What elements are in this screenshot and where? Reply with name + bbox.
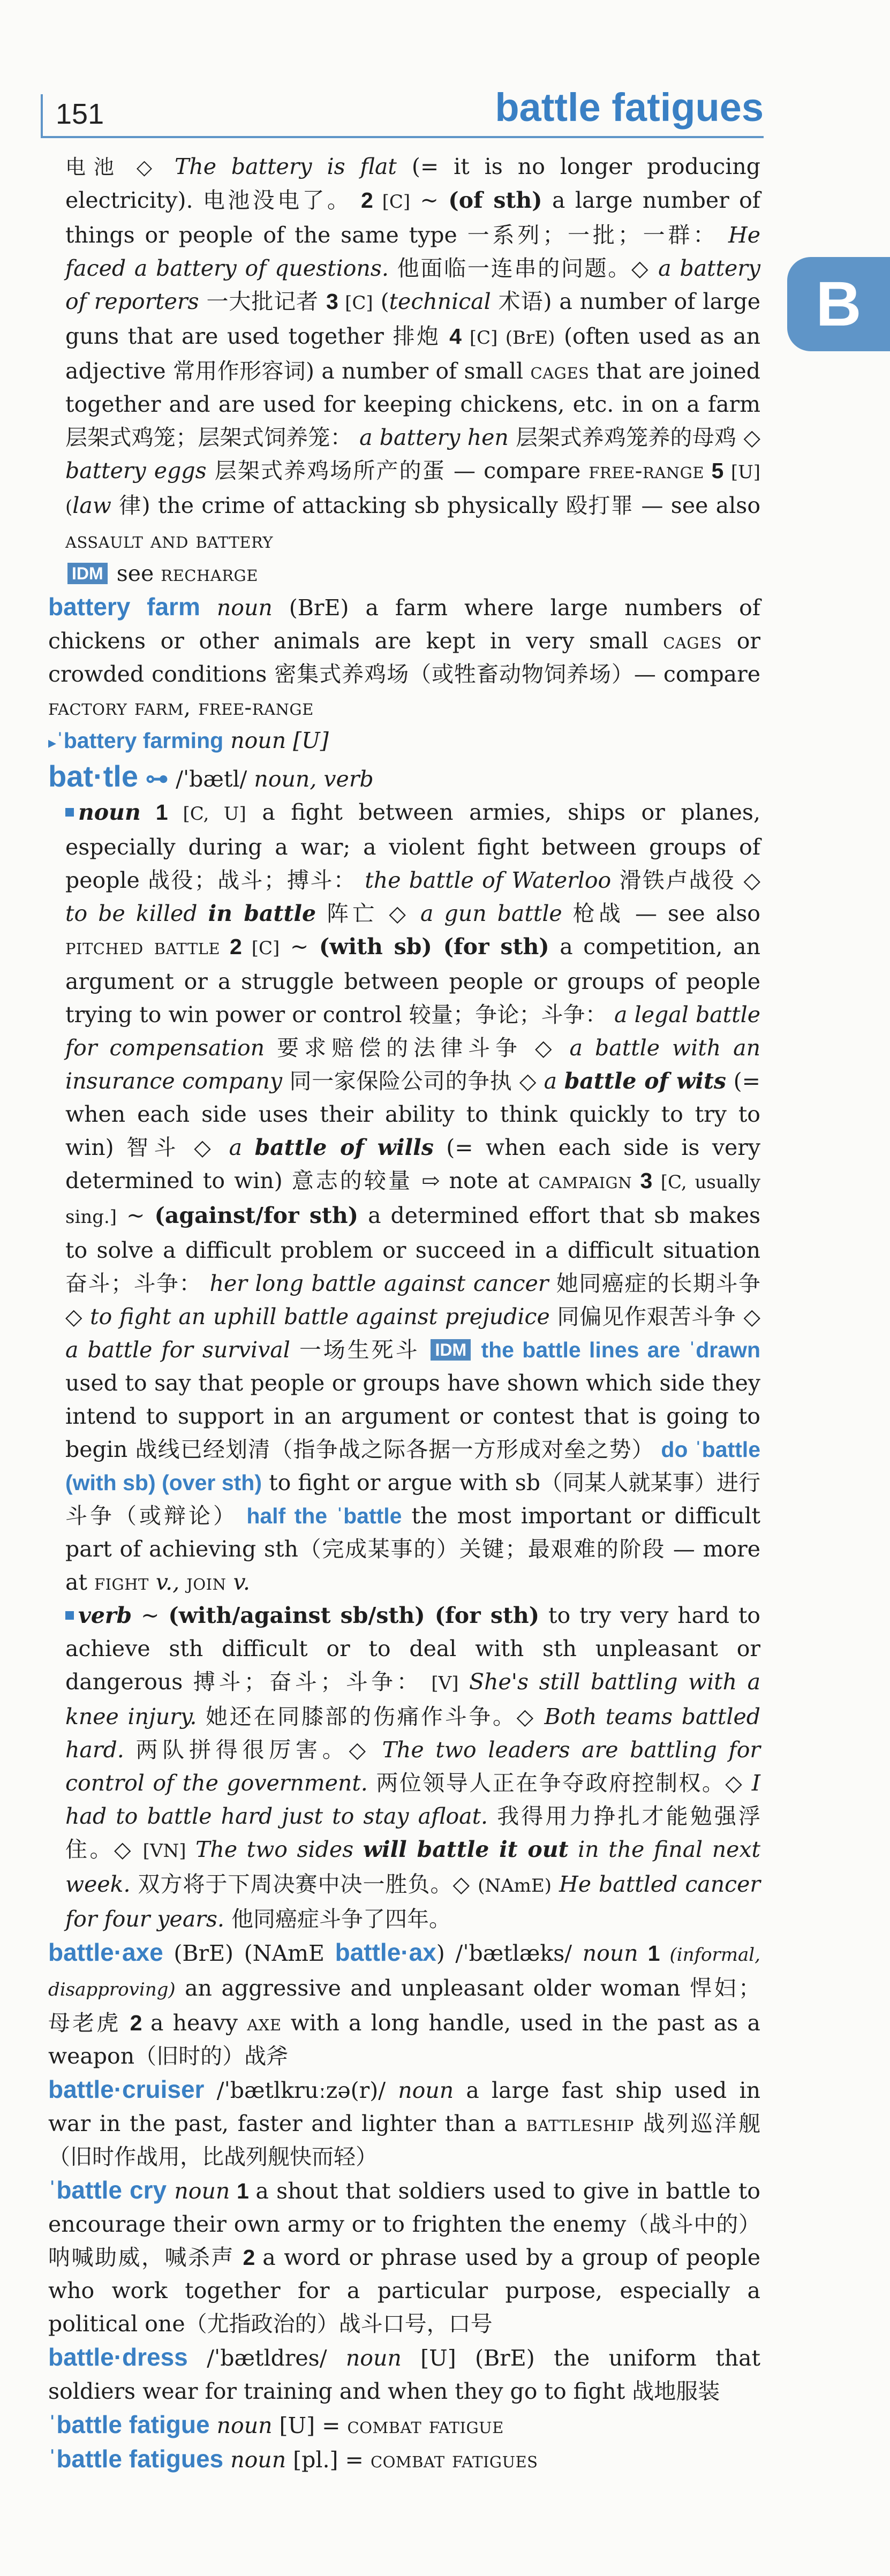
letter-thumb-tab: B bbox=[787, 257, 890, 351]
entry-battle-cry: ˈbattle cry noun 1 a shout that soldiers used to give in battle to encourage their own army or to frighten the enemy（战斗中的）呐喊助威，喊杀声 2 a word or phrase used by a group of people who work together for a particular purpose, especially a political one（尤指政治的）战斗口号，口号 bbox=[48, 2176, 760, 2337]
entry-battle-cruiser: battle·cruiser /ˈbætlkruːzə(r)/ noun a large fast ship used in war in the past, faster and lighter than a battleship 战列巡洋舰（旧时作战用，比战列舰快而轻） bbox=[48, 2075, 760, 2170]
headword: battle·cruiser bbox=[48, 2075, 205, 2103]
headword: battle·axe bbox=[48, 1938, 163, 1966]
header-rule-horizontal bbox=[41, 136, 764, 138]
headword: ˈbattle cry bbox=[48, 2176, 167, 2204]
entry-battle-axe: battle·axe (BrE) (NAmE battle·ax) /ˈbætlæks/ noun 1 (informal, disapproving) an aggressive and unpleasant older woman 悍妇；母老虎 2 a heavy axe with a long handle, used in the past as a weapon（旧时的）战斧 bbox=[48, 1938, 760, 2069]
battle-verb-section: verb ~ (with/against sb/sth) (for sth) to try very hard to achieve sth difficult or to deal with sth unpleasant or dangerous 搏斗；奋斗；斗争： [V] She's still battling with a knee injury. 她还在同膝部的伤痛作斗争。◇ Both teams battled hard. 两队拼得很厉害。◇ The two leaders are battling for control of the government. 两位领导人正在争夺政府控制权。◇ I had to battle hard just to stay afloat. 我得用力挣扎才能勉强浮住。◇ [VN] The two sides will battle it out in the final next week. 双方将于下周决赛中决一胜负。◇ (NAmE) He battled cancer for four years. 他同癌症斗争了四年。 bbox=[65, 1603, 761, 1932]
headword-variant: battle·ax bbox=[335, 1938, 436, 1966]
running-head: battle fatigues bbox=[495, 85, 764, 130]
dictionary-column bbox=[48, 150, 760, 2476]
headword: battle·dress bbox=[48, 2343, 188, 2371]
entry-battle: bat·tle ⊶ /ˈbætl/ noun, verb bbox=[48, 759, 374, 793]
idm-label: IDM bbox=[67, 563, 108, 584]
headword: bat·tle bbox=[48, 759, 138, 793]
idiom-half-the-battle: half the ˈbattle bbox=[237, 1504, 402, 1528]
section-bullet-icon bbox=[65, 808, 74, 817]
section-bullet-icon bbox=[65, 1611, 74, 1620]
headword: battery farm bbox=[48, 593, 200, 621]
idiom-do-battle: do ˈbattle (with sb) (over sth) bbox=[65, 1437, 760, 1495]
derivative-word: ˈbattery farming bbox=[56, 728, 224, 753]
key-word-icon: ⊶ bbox=[145, 765, 169, 792]
entry-battle-fatigue: ˈbattle fatigue noun [U] = combat fatigue bbox=[48, 2411, 504, 2438]
headword: ˈbattle fatigues bbox=[48, 2445, 224, 2473]
page-header bbox=[0, 0, 890, 161]
entry-battle-dress: battle·dress /ˈbætldres/ noun [U] (BrE) the uniform that soldiers wear for training and when they go to fight 战地服装 bbox=[48, 2343, 760, 2404]
headword: ˈbattle fatigue bbox=[48, 2411, 210, 2438]
idm-label: IDM bbox=[431, 1339, 471, 1361]
header-rule-vertical bbox=[41, 94, 43, 138]
entry-battle-fatigues: ˈbattle fatigues noun [pl.] = combat fatigues bbox=[48, 2445, 538, 2473]
idiom-battle-lines: the battle lines are ˈdrawn bbox=[473, 1338, 760, 1362]
derivative-arrow-icon: ▸ bbox=[48, 734, 57, 752]
entry-battery-farm: battery farm noun (BrE) a farm where large numbers of chickens or other animals are kept in very small cages or crowded conditions 密集式养鸡场（或牲畜动物饲养场）— compare factory farm, free-range ▸ˈbattery farming noun [U] bbox=[48, 593, 761, 753]
page-number: 151 bbox=[56, 98, 104, 130]
battle-noun-section: noun 1 [C, U] a fight between armies, ships or planes, especially during a war; a violent fight between groups of people 战役；战斗；搏斗： the battle of Waterloo 滑铁卢战役 ◇ to be killed in battle 阵亡 ◇ a gun battle 枪战 — see also pitched battle 2 [C] ~ (with sb) (for sth) a competition, an argument or a struggle between people or groups of people trying to win power or control 较量；争论；斗争： a legal battle for compensation 要求赔偿的法律斗争 ◇ a battle with an insurance company 同一家保险公司的争执 ◇ a battle of wits (= when each side uses their ability to think quickly to try to win) 智斗 ◇ a battle of wills (= when each side is very determined to win) 意志的较量 ⇨ note at campaign 3 [C, usually sing.] ~ (against/for sth) a determined effort that sb makes to solve a difficult problem or succeed in a difficult situation 奋斗；斗争： her long battle against cancer 她同癌症的长期斗争 ◇ to fight an uphill battle against prejudice 同偏见作艰苦斗争 ◇ a battle for survival 一场生死斗 IDM the battle lines are ˈdrawn used to say that people or groups have shown which side they intend to support in an argument or contest that is going to begin 战线已经划清（指争战之际各据一方形成对垒之势） do ˈbattle (with sb) (over sth) to fight or argue with sb（同某人就某事）进行斗争（或辩论） half the ˈbattle the most important or difficult part of achieving sth（完成某事的）关键；最艰难的阶段 — more at fight v., join v. bbox=[65, 799, 761, 1595]
entry-battery-continued: 电池 ◇ The battery is flat (= it is no longer producing electricity). 电池没电了。 2 [C] ~ (of sth) a large number of things or people of the same type 一系列；一批；一群： He faced a battery of questions. 他面临一连串的问题。◇ a battery of reporters 一大批记者 3 [C] (technical 术语) a number of large guns that are used together 排炮 4 [C] (BrE) (often used as an adjective 常用作形容词) a number of small cages that are joined together and are used for keeping chickens, etc. in on a farm 层架式鸡笼；层架式饲养笼： a battery hen 层架式养鸡笼养的母鸡 ◇ battery eggs 层架式养鸡场所产的蛋 — compare free-range 5 [U] (law 律) the crime of attacking sb physically 殴打罪 — see also assault and battery IDM see recharge bbox=[65, 154, 760, 586]
